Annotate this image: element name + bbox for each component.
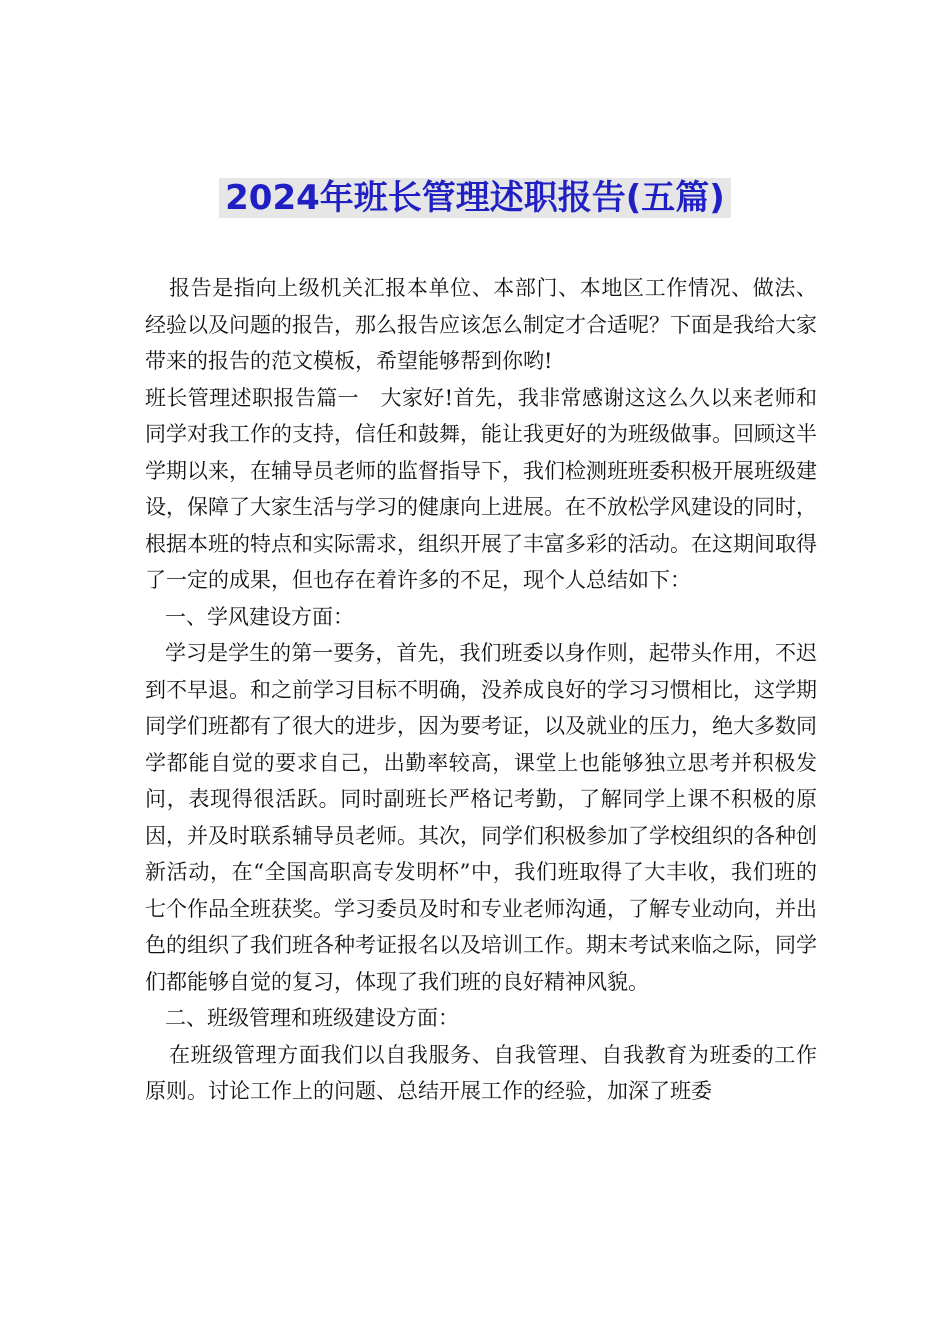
section-one-paragraph: 班长管理述职报告篇一 大家好!首先，我非常感谢这这么久以来老师和同学对我工作的支持，信任和鼓舞，能让我更好的为班级做事。回顾这半学期以来，在辅导员老师的监督指导下，我们检测班班委积极开展班级建设，保障了大家生活与学习的健康向上进展。在不放松学风建设的同时，根据本班的特点和实际需求，组织开展了丰富多彩的活动。在这期间取得了一定的成果，但也存在着许多的不足，现个人总结如下： <box>145 385 817 592</box>
heading-class-management: 二、班级管理和班级建设方面： <box>165 1006 459 1030</box>
heading-study-style: 一、学风建设方面： <box>165 604 354 629</box>
study-style-paragraph: 学习是学生的第一要务，首先，我们班委以身作则，起带头作用，不迟到不早退。和之前学习目标不明确，没养成良好的学习习惯相比，这学期同学们班都有了很大的进步，因为要考证，以及就业的压力，绝大多数同学都能自觉的要求自己，出勤率较高，课堂上也能够独立思考并积极发问，表现得很活跃。同时副班长严格记考勤，了解同学上课不积极的原因，并及时联系辅导员老师。其次，同学们积极参加了学校组织的各种创新活动，在“全国高职高专发明杯”中，我们班取得了大丰收，我们班的七个作品全班获奖。学习委员及时和专业老师沟通，了解专业动向，并出色的组织了我们班各种考证报名以及培训工作。期末考试来临之际，同学们都能够自觉的复习，体现了我们班的良好精神风貌。 <box>145 641 817 994</box>
class-management-paragraph: 在班级管理方面我们以自我服务、自我管理、自我教育为班委的工作原则。讨论工作上的问题、总结开展工作的经验，加深了班委 <box>145 1042 817 1103</box>
intro-paragraph: 报告是指向上级机关汇报本单位、本部门、本地区工作情况、做法、经验以及问题的报告，那么报告应该怎么制定才合适呢？下面是我给大家带来的报告的范文模板，希望能够帮到你哟! <box>145 276 817 373</box>
document-title: 2024年班长管理述职报告(五篇) <box>219 178 731 218</box>
title-container <box>0 178 950 218</box>
document-body <box>145 270 817 1110</box>
